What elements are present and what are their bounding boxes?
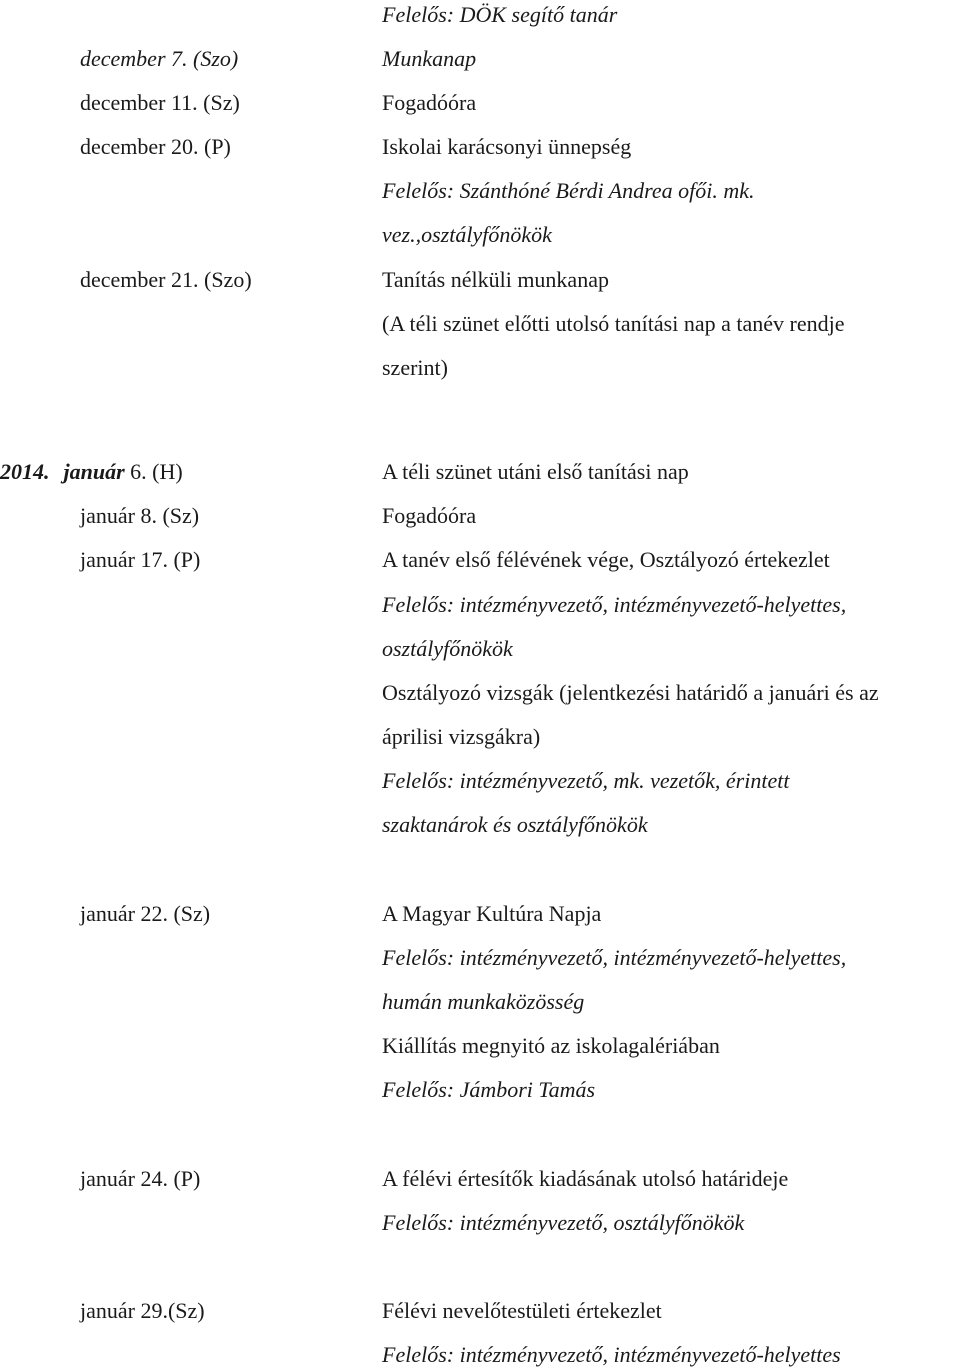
- event-text: Kiállítás megnyitó az iskolagalériában: [382, 1033, 720, 1058]
- date-label: december 11. (Sz): [80, 90, 240, 115]
- event-text: Tanítás nélküli munkanap: [382, 267, 609, 292]
- date-label: december 20. (P): [80, 134, 231, 159]
- event-text: Iskolai karácsonyi ünnepség: [382, 134, 632, 159]
- event-text: (A téli szünet előtti utolsó tanítási nap a tanév rendje: [382, 311, 845, 336]
- responsible-line: Felelős: intézményvezető, intézményvezető-helyettes,: [382, 592, 847, 617]
- responsible-line: osztályfőnökök: [382, 636, 513, 661]
- date-label: január 24. (P): [80, 1166, 201, 1191]
- date-label: január 29.(Sz): [80, 1298, 205, 1323]
- responsible-line: Felelős: intézményvezető, intézményvezető-helyettes: [382, 1342, 841, 1367]
- date-label: január 22. (Sz): [80, 901, 211, 926]
- responsible-line: Felelős: DÖK segítő tanár: [382, 2, 618, 27]
- event-text: Osztályozó vizsgák (jelentkezési határidő a januári és az: [382, 680, 879, 705]
- responsible-line: szaktanárok és osztályfőnökök: [382, 812, 648, 837]
- event-text: A tanév első félévének vége, Osztályozó értekezlet: [382, 547, 830, 572]
- event-text: áprilisi vizsgákra): [382, 724, 541, 749]
- responsible-line: Felelős: intézményvezető, osztályfőnökök: [382, 1210, 745, 1235]
- responsible-line: Felelős: Szánthóné Bérdi Andrea ofői. mk.: [382, 178, 755, 203]
- event-text: Fogadóóra: [382, 503, 477, 528]
- event-text: A félévi értesítők kiadásának utolsó határideje: [382, 1166, 789, 1191]
- day-label: 6. (H): [124, 459, 183, 484]
- date-label: december 7. (Szo): [80, 46, 239, 71]
- event-text: Munkanap: [382, 46, 477, 71]
- date-label: január 8. (Sz): [80, 503, 200, 528]
- date-label-year: [0, 457, 360, 501]
- responsible-line: Felelős: Jámbori Tamás: [382, 1077, 596, 1102]
- event-text: A Magyar Kultúra Napja: [382, 901, 602, 926]
- date-label: január 17. (P): [80, 547, 201, 572]
- responsible-line: humán munkaközösség: [382, 989, 585, 1014]
- responsible-line: Felelős: intézményvezető, mk. vezetők, érintett: [382, 768, 790, 793]
- year-label: 2014.: [0, 459, 50, 484]
- responsible-line: Felelős: intézményvezető, intézményvezető-helyettes,: [382, 945, 847, 970]
- month-label: január: [63, 459, 125, 484]
- event-text: Fogadóóra: [382, 90, 477, 115]
- event-text: szerint): [382, 355, 448, 380]
- event-text: Félévi nevelőtestületi értekezlet: [382, 1298, 662, 1323]
- event-text: A téli szünet utáni első tanítási nap: [382, 459, 689, 484]
- responsible-line: vez.,osztályfőnökök: [382, 222, 552, 247]
- date-label: december 21. (Szo): [80, 267, 252, 292]
